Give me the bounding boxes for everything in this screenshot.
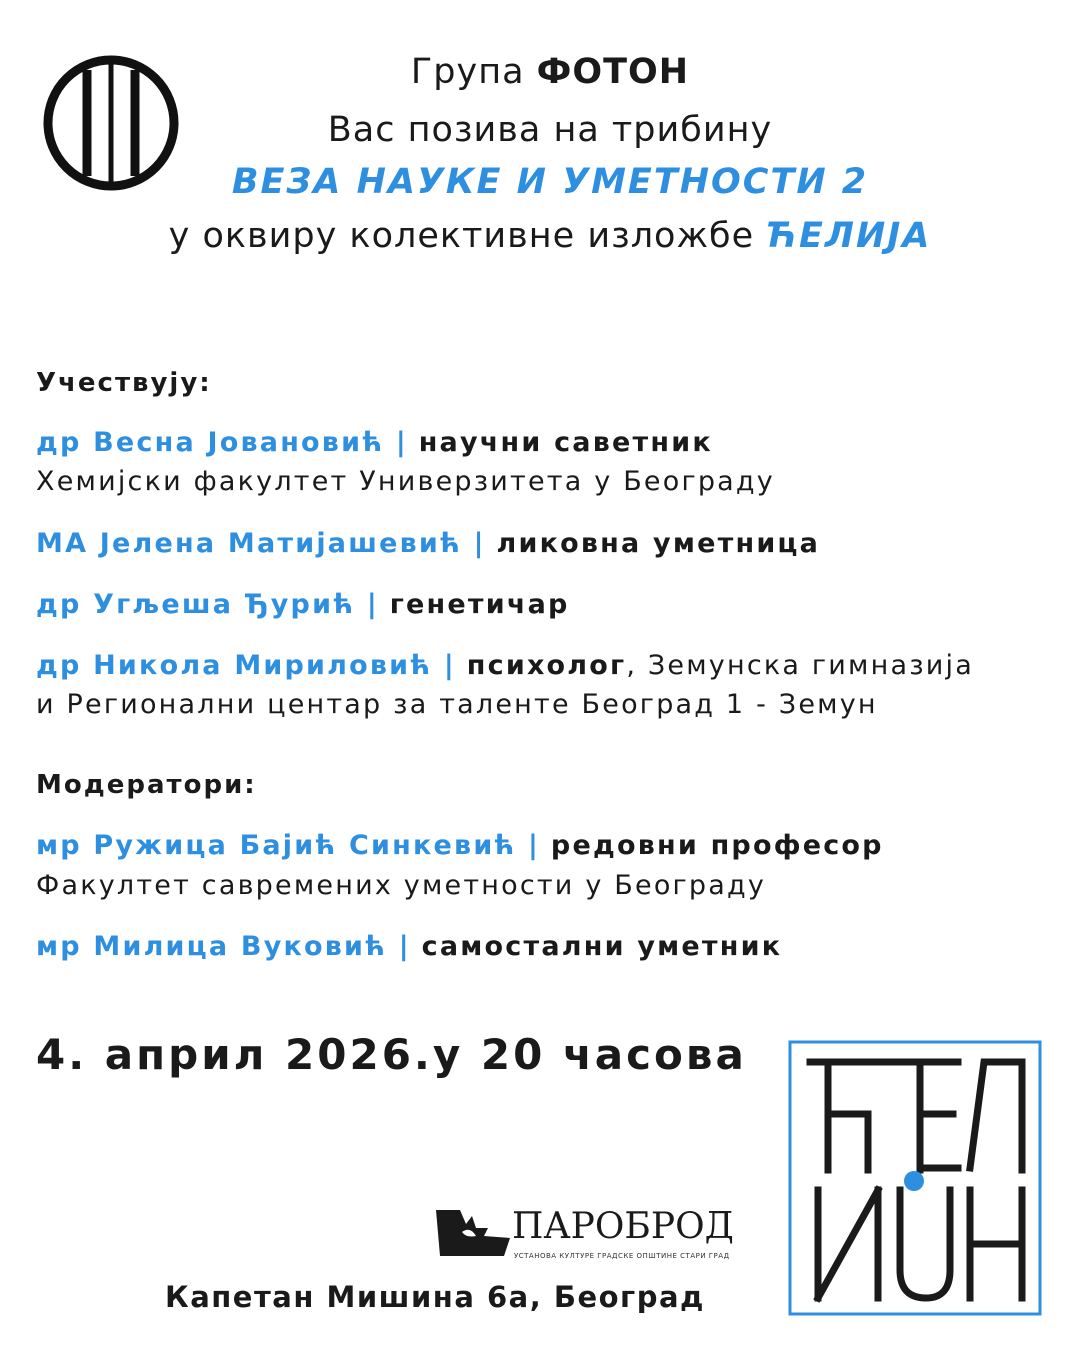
- exhibition-prefix: у оквиру колективне изложбе: [168, 216, 755, 256]
- moderators-heading: Модератори:: [36, 770, 257, 800]
- parobrod-logo: [432, 1206, 742, 1266]
- event-address: Капетан Мишина 6а, Београд: [165, 1280, 705, 1314]
- participant-1: [36, 427, 713, 458]
- moderator-role: самостални уметник: [421, 931, 783, 962]
- participant-3: [36, 589, 570, 620]
- sponsor-name: ПАРОБРОД: [512, 1206, 734, 1247]
- participant-name: др Угљеша Ђурић |: [36, 589, 379, 620]
- moderator-name: мр Милица Вуковић |: [36, 931, 411, 962]
- participant-name: МА Јелена Матијашевић |: [36, 528, 486, 559]
- participant-name: др Никола Мириловић |: [36, 650, 456, 681]
- participant-role: ликовна уметница: [496, 528, 821, 559]
- participant-name: др Весна Јовановић |: [36, 427, 408, 458]
- celija-logo: [788, 1040, 1042, 1316]
- moderator-role: редовни професор: [550, 830, 884, 861]
- ship-icon: [432, 1206, 512, 1262]
- exhibition-line: [10, 216, 1080, 256]
- participant-2: [36, 528, 820, 559]
- invite-line: Вас позива на трибину: [327, 110, 773, 150]
- event-date: 4. април 2026.у 20 часова: [36, 1030, 747, 1079]
- group-name: ФОТОН: [536, 52, 690, 92]
- exhibition-name: ЋЕЛИЈА: [766, 216, 932, 256]
- sponsor-subtitle: УСТАНОВА КУЛТУРЕ ГРАДСКЕ ОПШТИНЕ СТАРИ ГРАД: [514, 1252, 730, 1260]
- moderator-name: мр Ружица Бајић Синкевић |: [36, 830, 541, 861]
- moderator-1-affiliation: Факултет савремених уметности у Београду: [36, 870, 767, 901]
- participant-role: генетичар: [389, 589, 570, 620]
- participant-4-affiliation: и Регионални центар за таленте Београд 1 - Земун: [36, 689, 878, 720]
- participant-4: [36, 650, 974, 681]
- group-prefix: Група: [410, 52, 525, 92]
- participant-role: психолог: [466, 650, 627, 681]
- event-title: ВЕЗА НАУКЕ И УМЕТНОСТИ 2: [231, 162, 869, 202]
- header-group-line: [10, 52, 1080, 92]
- participants-heading: Учествују:: [36, 368, 212, 398]
- participant-1-affiliation: Хемијски факултет Универзитета у Београду: [36, 466, 775, 497]
- moderator-1: [36, 830, 884, 861]
- participant-affiliation: , Земунска гимназија: [626, 650, 974, 681]
- participant-role: научни саветник: [418, 427, 713, 458]
- moderator-2: [36, 931, 782, 962]
